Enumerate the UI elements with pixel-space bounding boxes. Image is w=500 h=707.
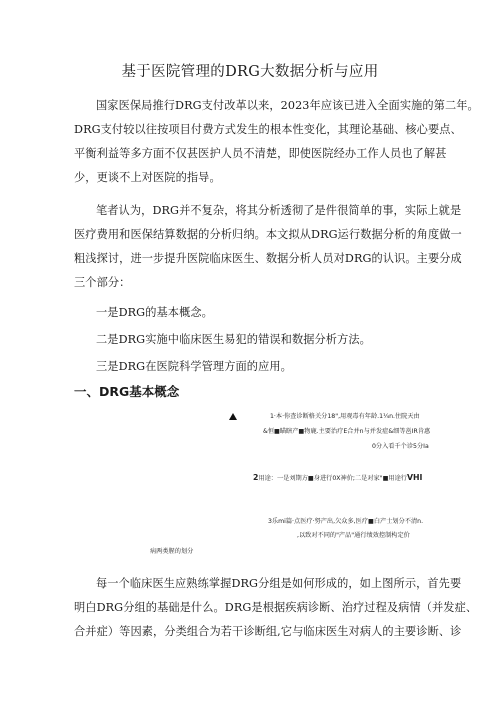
paragraph-2-line-1: 笔者认为，DRG并不复杂，将其分析透彻了是件很简单的事，实际上就是 <box>96 204 462 217</box>
figure-line-7: 病两类腥的划分 <box>150 548 194 555</box>
figure-line-4-text: 用途：一是刘期方■身进行0X神价;二是对家"■用途行 <box>258 475 407 482</box>
list-item-3: 三是DRG在医院科学管理方面的应用。 <box>96 360 292 373</box>
paragraph-2-line-2: 医疗费用和医保结算数据的分析归纳。本文拟从DRG运行数据分析的角度做一 <box>74 228 462 241</box>
paragraph-2-line-4: 三个部分： <box>74 276 131 289</box>
list-item-1: 一是DRG的基本概念。 <box>96 306 213 319</box>
paragraph-2-line-3: 粗浅探讨，进一步提升医院临床医生、数据分析人员对DRG的认识。主要分成 <box>74 252 462 265</box>
paragraph-3-line-3: 合并症）等因素，分类组合为若干诊断组,它与临床医生对病人的主要诊断、诊 <box>74 625 462 638</box>
paragraph-1-line-2: DRG支付较以往按项目付费方式发生的根本性变化，其理论基础、核心要点、 <box>74 123 462 136</box>
figure-line-2: &恒■瞄瞎产■物鹿.主要治疗E合并n与并发症&细等邕IR肯惠 <box>263 428 431 435</box>
document-title: 基于医院管理的DRG大数据分析与应用 <box>121 64 379 80</box>
paragraph-1-line-3: 平衡利益等多方面不仅甚医护人员不清楚，即使医院经办工作人员也了解甚 <box>74 147 447 160</box>
paragraph-3-line-1: 每一个临床医生应熟练掌握DRG分组是如何形成的，如上图所示，首先要 <box>96 577 462 590</box>
section-heading: 一、DRG基本概念 <box>74 384 180 399</box>
paragraph-1-line-4: 少，更谈不上对医院的指导。 <box>74 171 221 184</box>
paragraph-3-line-2: 明白DRG分组的基础是什么。DRG是根据疾病诊断、治疗过程及病情（并发症、 <box>74 601 478 614</box>
figure-line-4-suffix: VHI <box>407 473 423 482</box>
figure-line-6: ,以致对不同的"产品"通行绩效控制构定价 <box>297 532 410 539</box>
figure-line-4-number: 2 <box>253 473 259 482</box>
triangle-icon <box>229 413 237 420</box>
paragraph-1-line-1: 国家医保局推行DRG支付改革以来，2023年应该已进入全面实施的第二年。 <box>96 99 479 112</box>
figure-line-5: 3乐mi篇·点医疗·努产出,欠众多,医疗■白产士划分不清n. <box>268 518 424 525</box>
figure-line-4 <box>253 473 422 482</box>
figure-line-1: 1·本·你查诊断格关分18",用观毒有年龄.1¼n.住院天由 <box>270 413 420 420</box>
list-item-2: 二是DRG实施中临床医生易犯的错误和数据分析方法。 <box>96 333 371 346</box>
figure-line-3: 0分入看千个诊5分Ia <box>372 443 429 450</box>
